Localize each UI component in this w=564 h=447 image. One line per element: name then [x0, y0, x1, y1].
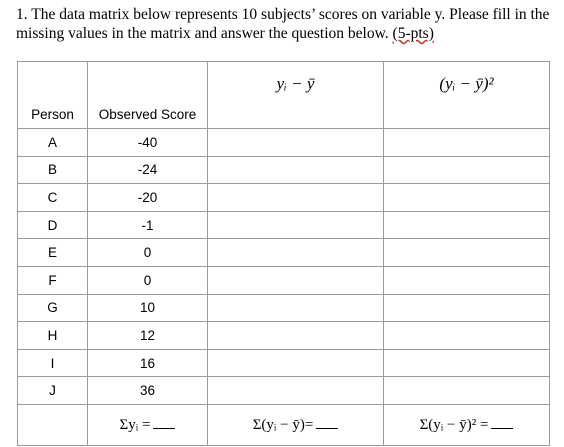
table-row: [18, 156, 550, 184]
score-cell: 10: [88, 294, 208, 322]
person-cell: A: [18, 129, 88, 157]
squared-deviation-cell[interactable]: [384, 129, 550, 157]
score-cell: 16: [88, 349, 208, 377]
person-cell: H: [18, 322, 88, 350]
squared-deviation-cell[interactable]: [384, 322, 550, 350]
deviation-cell[interactable]: [208, 322, 384, 350]
table-row: [18, 322, 550, 350]
person-cell: E: [18, 239, 88, 267]
question-body: 1. The data matrix below represents 10 subjects’ scores on variable y. Please fill in the missing values in the matrix and answer the question below.: [16, 6, 550, 42]
person-cell: J: [18, 377, 88, 405]
deviation-cell[interactable]: [208, 129, 384, 157]
deviation-cell[interactable]: [208, 294, 384, 322]
sum-squared-blank[interactable]: [491, 416, 513, 429]
person-cell: G: [18, 294, 88, 322]
summary-empty-cell: [18, 404, 88, 445]
header-row: [18, 62, 550, 129]
header-deviation: yᵢ − ȳ: [208, 62, 384, 129]
data-matrix-table: [17, 61, 550, 446]
deviation-cell[interactable]: [208, 377, 384, 405]
squared-deviation-cell[interactable]: [384, 377, 550, 405]
person-cell: I: [18, 349, 88, 377]
table-row: [18, 294, 550, 322]
person-cell: F: [18, 266, 88, 294]
squared-deviation-cell[interactable]: [384, 184, 550, 212]
person-cell: B: [18, 156, 88, 184]
points-label: (5-pts): [392, 25, 434, 42]
sum-squared-cell: [384, 404, 550, 445]
deviation-cell[interactable]: [208, 349, 384, 377]
question-text: [16, 5, 550, 43]
table-row: [18, 266, 550, 294]
squared-deviation-cell[interactable]: [384, 156, 550, 184]
table-row: [18, 349, 550, 377]
person-cell: C: [18, 184, 88, 212]
sum-deviation-blank[interactable]: [316, 416, 338, 429]
score-cell: 0: [88, 266, 208, 294]
header-squared-deviation: (yᵢ − ȳ)²: [384, 62, 550, 129]
table-row: [18, 184, 550, 212]
score-cell: 12: [88, 322, 208, 350]
score-cell: 0: [88, 239, 208, 267]
deviation-cell[interactable]: [208, 184, 384, 212]
summary-row: [18, 404, 550, 445]
sum-y-label: Σyᵢ =: [119, 416, 151, 433]
score-cell: -24: [88, 156, 208, 184]
sum-deviation-cell: [208, 404, 384, 445]
deviation-cell[interactable]: [208, 239, 384, 267]
squared-deviation-cell[interactable]: [384, 294, 550, 322]
header-person: Person: [18, 62, 88, 129]
table-row: [18, 377, 550, 405]
header-observed-score: Observed Score: [88, 62, 208, 129]
score-cell: -1: [88, 211, 208, 239]
person-cell: D: [18, 211, 88, 239]
sum-y-blank[interactable]: [153, 416, 175, 429]
sum-y-cell: [88, 404, 208, 445]
squared-deviation-cell[interactable]: [384, 211, 550, 239]
deviation-cell[interactable]: [208, 266, 384, 294]
score-cell: -40: [88, 129, 208, 157]
sum-squared-label: Σ(yᵢ − ȳ)² =: [419, 416, 489, 433]
score-cell: -20: [88, 184, 208, 212]
squared-deviation-cell[interactable]: [384, 349, 550, 377]
deviation-cell[interactable]: [208, 211, 384, 239]
table-row: [18, 129, 550, 157]
score-cell: 36: [88, 377, 208, 405]
squared-deviation-cell[interactable]: [384, 266, 550, 294]
squared-deviation-cell[interactable]: [384, 239, 550, 267]
deviation-cell[interactable]: [208, 156, 384, 184]
table-row: [18, 239, 550, 267]
table-row: [18, 211, 550, 239]
sum-deviation-label: Σ(yᵢ − ȳ)=: [252, 416, 314, 433]
